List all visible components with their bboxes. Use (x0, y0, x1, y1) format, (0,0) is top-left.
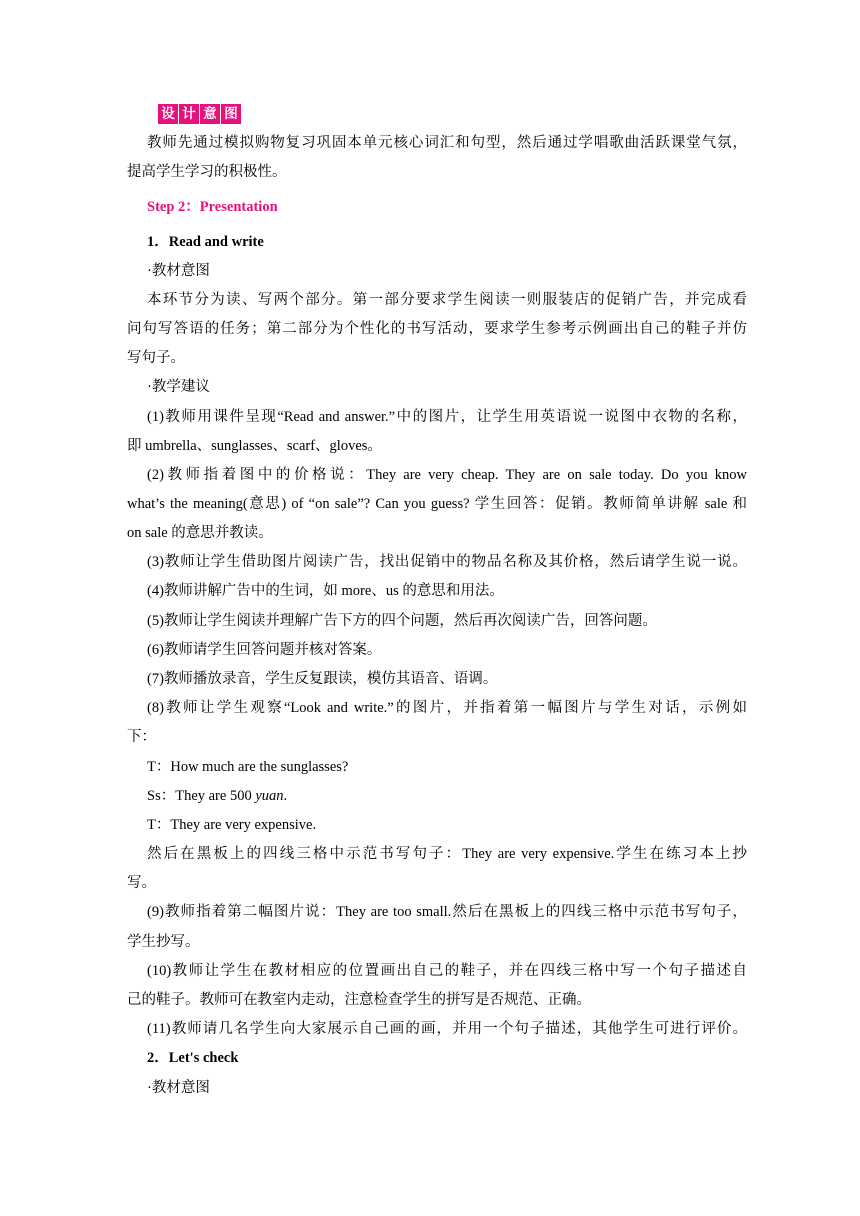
paragraph-line: 下： (127, 729, 156, 745)
paragraph-line: (4)教师讲解广告中的生词，如 more、us 的意思和用法。 (147, 583, 504, 599)
subheading: ·教材意图 (147, 263, 210, 279)
paragraph-line: 写句子。 (127, 350, 185, 366)
paragraph-line: 教师先通过模拟购物复习巩固本单元核心词汇和句型，然后通过学唱歌曲活跃课堂气氛， (147, 135, 747, 151)
paragraph-line: 本环节分为读、写两个部分。第一部分要求学生阅读一则服装店的促销广告，并完成看 (147, 292, 747, 308)
badge-char: 意 (200, 104, 220, 124)
badge-char: 图 (221, 104, 241, 124)
paragraph-line: (8)教师让学生观察“Look and write.”的图片，并指着第一幅图片与学生对话，示例如 (147, 700, 747, 716)
paragraph-line: (2)教师指着图中的价格说：They are very cheap. They are on sale today. Do you know (147, 467, 747, 483)
paragraph-line: 写。 (127, 875, 156, 891)
paragraph-line: (7)教师播放录音，学生反复跟读，模仿其语音、语调。 (147, 671, 498, 687)
paragraph-line: (3)教师让学生借助图片阅读广告，找出促销中的物品名称及其价格，然后请学生说一说。 (147, 554, 747, 570)
paragraph-line: 然后在黑板上的四线三格中示范书写句子：They are very expensive.学生在练习本上抄 (147, 846, 747, 862)
paragraph-line: (5)教师让学生阅读并理解广告下方的四个问题，然后再次阅读广告，回答问题。 (147, 613, 657, 629)
paragraph-line: on sale 的意思并教读。 (127, 525, 273, 541)
step-heading: Step 2：Presentation (147, 199, 278, 215)
dialogue-text: Ss：They are 500 (147, 788, 256, 804)
section-heading: 1．Read and write (147, 234, 264, 250)
paragraph-line: 问句写答语的任务；第二部分为个性化的书写活动，要求学生参考示例画出自己的鞋子并仿 (127, 321, 747, 337)
dialogue-italic-word: yuan (255, 788, 284, 804)
section-heading: 2．Let's check (147, 1050, 239, 1066)
paragraph-line: (11)教师请几名学生向大家展示自己画的画，并用一个句子描述，其他学生可进行评价。 (147, 1021, 747, 1037)
dialogue-line: T：They are very expensive. (147, 817, 317, 833)
paragraph-line: (9)教师指着第二幅图片说：They are too small.然后在黑板上的四线三格中示范书写句子， (147, 904, 747, 920)
dialogue-line: T：How much are the sunglasses? (147, 759, 349, 775)
paragraph-line: (6)教师请学生回答问题并核对答案。 (147, 642, 382, 658)
paragraph-line: 己的鞋子。教师可在教室内走动，注意检查学生的拼写是否规范、正确。 (127, 992, 591, 1008)
paragraph-line: (1)教师用课件呈现“Read and answer.”中的图片，让学生用英语说一说图中衣物的名称， (147, 409, 747, 425)
paragraph-line: 即 umbrella、sunglasses、scarf、gloves。 (127, 438, 382, 454)
paragraph-line: what’s the meaning(意思) of “on sale”? Can you guess? 学生回答：促销。教师简单讲解 sale 和 (127, 496, 747, 512)
subheading: ·教学建议 (147, 379, 210, 395)
badge-char: 计 (179, 104, 199, 124)
subheading: ·教材意图 (147, 1080, 210, 1096)
dialogue-line (147, 786, 747, 806)
paragraph-line: (10)教师让学生在教材相应的位置画出自己的鞋子，并在四线三格中写一个句子描述自 (147, 963, 747, 979)
paragraph-line: 学生抄写。 (127, 934, 200, 950)
dialogue-text: . (283, 788, 288, 804)
paragraph-line: 提高学生学习的积极性。 (127, 164, 287, 180)
design-intent-badge (158, 104, 241, 124)
badge-char: 设 (158, 104, 178, 124)
